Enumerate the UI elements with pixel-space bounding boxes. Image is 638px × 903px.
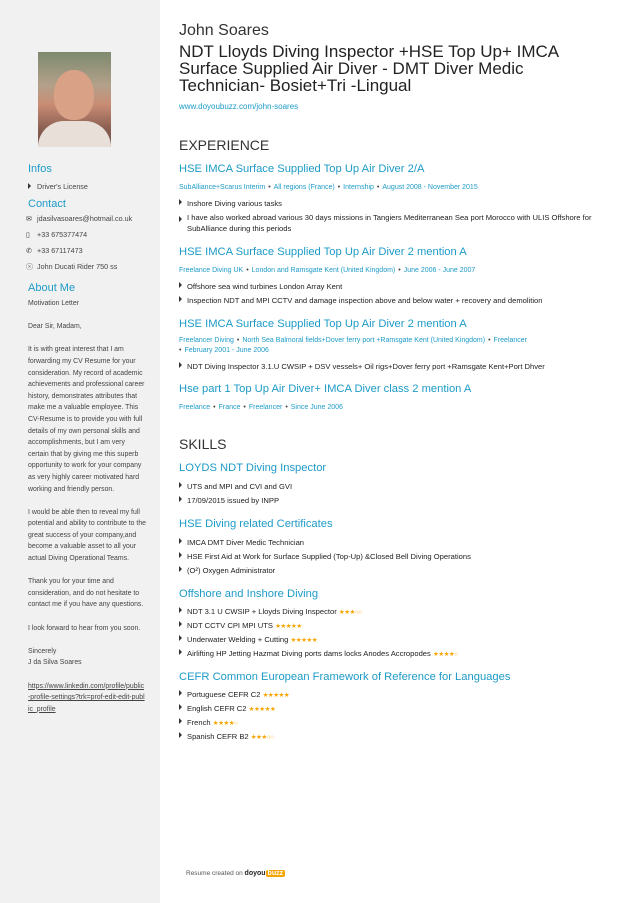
letter-signature: J da Silva Soares: [28, 659, 82, 667]
about-title: Motivation Letter: [28, 300, 79, 307]
letter-paragraph: Thank you for your time and consideration, and do not hesitate to contact me if you have any questions.: [28, 578, 144, 609]
experience-heading: EXPERIENCE: [179, 137, 270, 153]
motivation-letter: [28, 298, 146, 715]
photo-shirt: [38, 121, 111, 147]
skill-item: NDT 3.1 U CWSIP + Lloyds Diving Inspector ★★★○○: [179, 607, 609, 619]
job-bullet: Inspection NDT and MPI CCTV and damage inspection above and below water + recovery and demolition: [179, 296, 609, 307]
mobile-icon: ▯: [26, 232, 30, 239]
letter-closing: Sincerely: [28, 647, 57, 655]
job-meta: Freelance Diving UK • London and Ramsgate Kent (United Kingdom) • June 2006 - June 2007: [179, 267, 476, 274]
bullet-icon: [179, 199, 182, 205]
linkedin-link[interactable]: [28, 681, 146, 716]
rating-stars-icon: ★★★★★: [290, 637, 318, 644]
bullet-icon: [179, 552, 182, 558]
bullet-icon: [179, 635, 182, 641]
infos-heading: Infos: [28, 163, 52, 175]
contact-phone[interactable]: ✆ +33 67117473: [26, 246, 83, 255]
envelope-icon: ✉: [26, 216, 32, 223]
doyoubuzz-logo[interactable]: doyou buzz: [244, 870, 284, 877]
letter-paragraph: I would be able then to reveal my full potential and ability to contribute to the great success of your company,and become a valuable asset to all your actual Diving Operational Teams.: [28, 508, 146, 563]
footer: [186, 870, 285, 877]
phone-icon: ✆: [26, 248, 32, 255]
skill-item: Portuguese CEFR C2 ★★★★★: [179, 690, 609, 702]
bullet-icon: [179, 362, 182, 368]
skill-item: UTS and MPI and CVI and GVI: [179, 482, 609, 493]
skill-item: IMCA DMT Diver Medic Technician: [179, 538, 609, 549]
rating-stars-icon: ★★★○○: [250, 734, 274, 741]
profile-photo: [38, 52, 111, 147]
bullet-icon: [179, 538, 182, 544]
skill-item: NDT CCTV CPI MPI UTS ★★★★★: [179, 621, 609, 633]
bullet-icon: [179, 282, 182, 288]
letter-greeting: Dear Sir, Madam,: [28, 323, 82, 331]
bullet-icon: [28, 183, 31, 189]
skill-group-title: CEFR Common European Framework of Reference for Languages: [179, 671, 511, 683]
bullet-icon: [179, 566, 182, 572]
bullet-icon: [179, 732, 182, 738]
profile-url[interactable]: www.doyoubuzz.com/john-soares: [179, 102, 299, 111]
job-title: HSE IMCA Surface Supplied Top Up Air Diver 2 mention A: [179, 318, 467, 330]
skill-item: Underwater Welding + Cutting ★★★★★: [179, 635, 609, 647]
rating-stars-icon: ★★★★○: [432, 651, 458, 658]
headline-title: NDT Lloyds Diving Inspector +HSE Top Up+ IMCA Surface Supplied Air Diver - DMT Diver Medic Technician- Bosiet+Tri -Lingual: [179, 42, 559, 95]
bullet-icon: [179, 690, 182, 696]
contact-email[interactable]: ✉ jdasilvasoares@hotmail.co.uk: [26, 214, 133, 223]
rating-stars-icon: ★★★★★: [275, 623, 302, 630]
job-bullet: NDT Diving Inspector 3.1.U CWSIP + DSV vessels+ Oil rigs+Dover ferry port +Ramsgate Kent+Port Dhver: [179, 362, 609, 373]
job-title: HSE IMCA Surface Supplied Top Up Air Diver 2/A: [179, 163, 425, 175]
job-title: HSE IMCA Surface Supplied Top Up Air Diver 2 mention A: [179, 246, 467, 258]
skill-group-title: Offshore and Inshore Diving: [179, 588, 319, 600]
rating-stars-icon: ★★★★★: [248, 706, 276, 713]
job-bullet: Inshore Diving various tasks: [179, 199, 609, 210]
rating-stars-icon: ★★★★○: [212, 720, 238, 727]
skype-icon: ⓢ: [26, 264, 33, 271]
skill-item: 17/09/2015 issued by INPP: [179, 496, 609, 507]
bullet-icon: [179, 216, 182, 222]
contact-skype[interactable]: ⓢ John Ducati Rider 750 ss: [26, 262, 118, 271]
job-bullet: I have also worked abroad various 30 days missions in Tangiers Mediterranean Sea port Morocco with ULIS Offshore for SubAlliance during this periods: [179, 213, 609, 234]
bullet-icon: [179, 607, 182, 613]
letter-paragraph: It is with great interest that I am forwarding my CV Resume for your consideration. My record of academic achievements and professional career history, demonstrates attributes that make me a valuable employee. This CV-Resume is to provide you with full details of my own personal skills and accomplishments, but I am very certain that by giving me this superb opportunity to work for your company as very highly career motivated hard working and friendly person.: [28, 346, 145, 493]
bullet-icon: [179, 482, 182, 488]
job-meta: Freelancer Diving • North Sea Balmoral fields+Dover ferry port +Ramsgate Kent (United Kingdom) • Freelancer • February 2001 - June 2006: [179, 337, 528, 354]
job-title: Hse part 1 Top Up Air Diver+ IMCA Diver class 2 mention A: [179, 383, 472, 395]
rating-stars-icon: ★★★○○: [338, 609, 362, 616]
job-meta: Freelance • France • Freelancer • Since June 2006: [179, 404, 343, 411]
bullet-icon: [179, 296, 182, 302]
job-bullet: Offshore sea wind turbines London Array Kent: [179, 282, 609, 293]
bullet-icon: [179, 704, 182, 710]
skill-item: Airlifting HP Jetting Hazmat Diving ports dams locks Anodes Accropodes ★★★★○: [179, 649, 609, 661]
job-meta: SubAlliance+Scarus Interim • All regions (France) • Internship • August 2008 - November 2015: [179, 184, 478, 191]
person-name: John Soares: [179, 22, 269, 39]
bullet-icon: [179, 718, 182, 724]
skill-item: English CEFR C2 ★★★★★: [179, 704, 609, 716]
skills-heading: SKILLS: [179, 436, 227, 452]
skill-group-title: LOYDS NDT Diving Inspector: [179, 462, 327, 474]
bullet-icon: [179, 621, 182, 627]
rating-stars-icon: ★★★★★: [262, 692, 290, 699]
contact-heading: Contact: [28, 198, 66, 210]
letter-paragraph: I look forward to hear from you soon.: [28, 624, 141, 632]
about-heading: About Me: [28, 282, 76, 294]
skill-item: HSE First Aid at Work for Surface Supplied (Top-Up) &Closed Bell Diving Operations: [179, 552, 609, 563]
footer-text: Resume created on: [186, 870, 243, 877]
skill-item: French ★★★★○: [179, 718, 609, 730]
skill-item: Spanish CEFR B2 ★★★○○: [179, 732, 609, 744]
skill-item: (O²) Oxygen Administrator: [179, 566, 609, 577]
linkedin-link-anchor[interactable]: https://www.linkedin.com/profile/public-profile-settings?trk=prof-edit-edit-public_profile: [28, 682, 145, 713]
infos-item: Driver's License: [28, 182, 88, 191]
skill-group-title: HSE Diving related Certificates: [179, 518, 333, 530]
bullet-icon: [179, 496, 182, 502]
bullet-icon: [179, 649, 182, 655]
photo-face: [54, 70, 94, 120]
contact-mobile[interactable]: ▯ +33 675377474: [26, 230, 88, 239]
